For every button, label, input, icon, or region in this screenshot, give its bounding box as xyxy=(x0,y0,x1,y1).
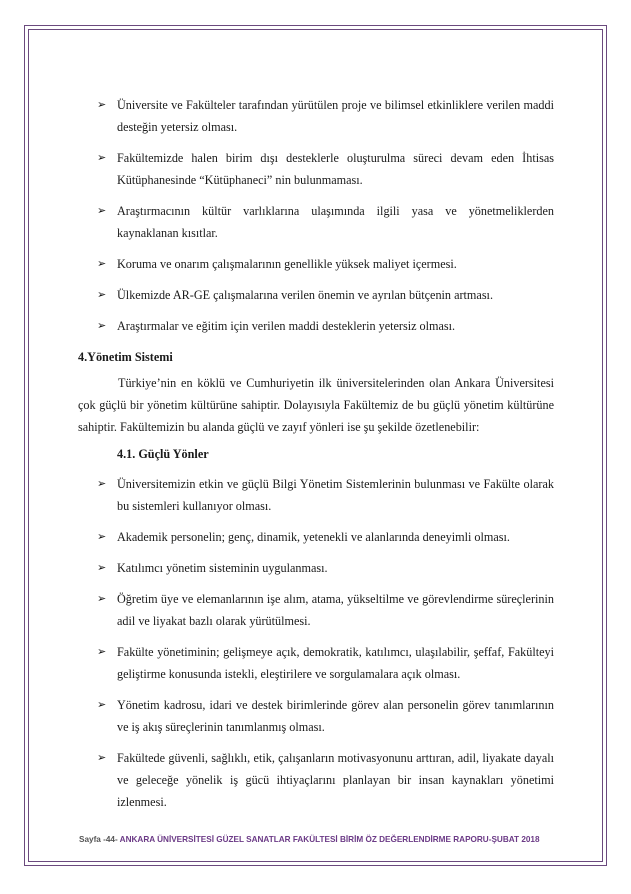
list-item: ➢ Fakültede güvenli, sağlıklı, etik, çalışanların motivasyonunu arttıran, adil, liyakate dayalı ve geleceğe yönelik iş gücü ihtiyaçlarını planlayan bir insan kaynakları yönetimi izlenmesi. xyxy=(78,747,554,813)
page-number: Sayfa -44- xyxy=(79,835,118,844)
list-item: ➢ Araştırmacının kültür varlıklarına ulaşımında ilgili yasa ve yönetmeliklerden kaynaklanan kısıtlar. xyxy=(78,200,554,244)
list-item: ➢ Akademik personelin; genç, dinamik, yetenekli ve alanlarında deneyimli olması. xyxy=(78,526,554,548)
body-paragraph: Türkiye’nin en köklü ve Cumhuriyetin ilk üniversitelerinden olan Ankara Üniversitesi çok güçlü bir yönetim kültürüne sahiptir. Dolayısıyla Fakültemiz de bu güçlü yönetim kültürüne sahiptir. Fakültemizin bu alanda güçlü ve zayıf yönleri ise şu şekilde özetlenebilir: xyxy=(78,376,554,434)
arrowhead-bullet-icon: ➢ xyxy=(97,258,107,270)
arrowhead-bullet-icon: ➢ xyxy=(97,531,107,543)
arrowhead-bullet-icon: ➢ xyxy=(97,562,107,574)
list-item: ➢ Fakülte yönetiminin; gelişmeye açık, demokratik, katılımcı, ulaşılabilir, şeffaf, Fakülteyi geliştirme konusunda istekli, eleştirilere ve sorgulamalara açık olması. xyxy=(78,641,554,685)
arrowhead-bullet-icon: ➢ xyxy=(97,478,107,490)
arrowhead-bullet-icon: ➢ xyxy=(97,289,107,301)
list-item: ➢ Öğretim üye ve elemanlarının işe alım, atama, yükseltilme ve görevlendirme süreçlerinin adil ve liyakat bazlı olarak yürütülmesi. xyxy=(78,588,554,632)
strengths-list xyxy=(78,473,554,813)
arrowhead-bullet-icon: ➢ xyxy=(97,99,107,111)
list-item: ➢ Koruma ve onarım çalışmalarının genellikle yüksek maliyet içermesi. xyxy=(78,253,554,275)
list-item: ➢ Araştırmalar ve eğitim için verilen maddi desteklerin yetersiz olması. xyxy=(78,315,554,337)
arrowhead-bullet-icon: ➢ xyxy=(97,699,107,711)
list-item: ➢ Üniversite ve Fakülteler tarafından yürütülen proje ve bilimsel etkinliklere verilen maddi desteğin yetersiz olması. xyxy=(78,94,554,138)
list-item: ➢ Fakültemizde halen birim dışı desteklerle oluşturulma süreci devam eden İhtisas Kütüphanesinde “Kütüphaneci” nin bulunmaması. xyxy=(78,147,554,191)
subsection-title: 4.1. Güçlü Yönler xyxy=(117,447,209,461)
arrowhead-bullet-icon: ➢ xyxy=(97,320,107,332)
arrowhead-bullet-icon: ➢ xyxy=(97,752,107,764)
arrowhead-bullet-icon: ➢ xyxy=(97,593,107,605)
arrowhead-bullet-icon: ➢ xyxy=(97,646,107,658)
list-item: ➢ Yönetim kadrosu, idari ve destek birimlerinde görev alan personelin görev tanımlarının ve iş akış süreçlerinin tanımlanmış olması. xyxy=(78,694,554,738)
list-item: ➢ Katılımcı yönetim sisteminin uygulanması. xyxy=(78,557,554,579)
weakness-list xyxy=(78,94,554,337)
list-item: ➢ Ülkemizde AR-GE çalışmalarına verilen önemin ve ayrılan bütçenin artması. xyxy=(78,284,554,306)
page-content xyxy=(78,94,554,822)
arrowhead-bullet-icon: ➢ xyxy=(97,205,107,217)
report-title: ANKARA ÜNİVERSİTESİ GÜZEL SANATLAR FAKÜLTESİ BİRİM ÖZ DEĞERLENDİRME RAPORU-ŞUBAT 2018 xyxy=(119,835,540,844)
list-item: ➢ Üniversitemizin etkin ve güçlü Bilgi Yönetim Sistemlerinin bulunması ve Fakülte olarak bu sistemleri kullanıyor olması. xyxy=(78,473,554,517)
arrowhead-bullet-icon: ➢ xyxy=(97,152,107,164)
page-footer xyxy=(79,835,559,844)
section-title: 4.Yönetim Sistemi xyxy=(78,350,173,364)
